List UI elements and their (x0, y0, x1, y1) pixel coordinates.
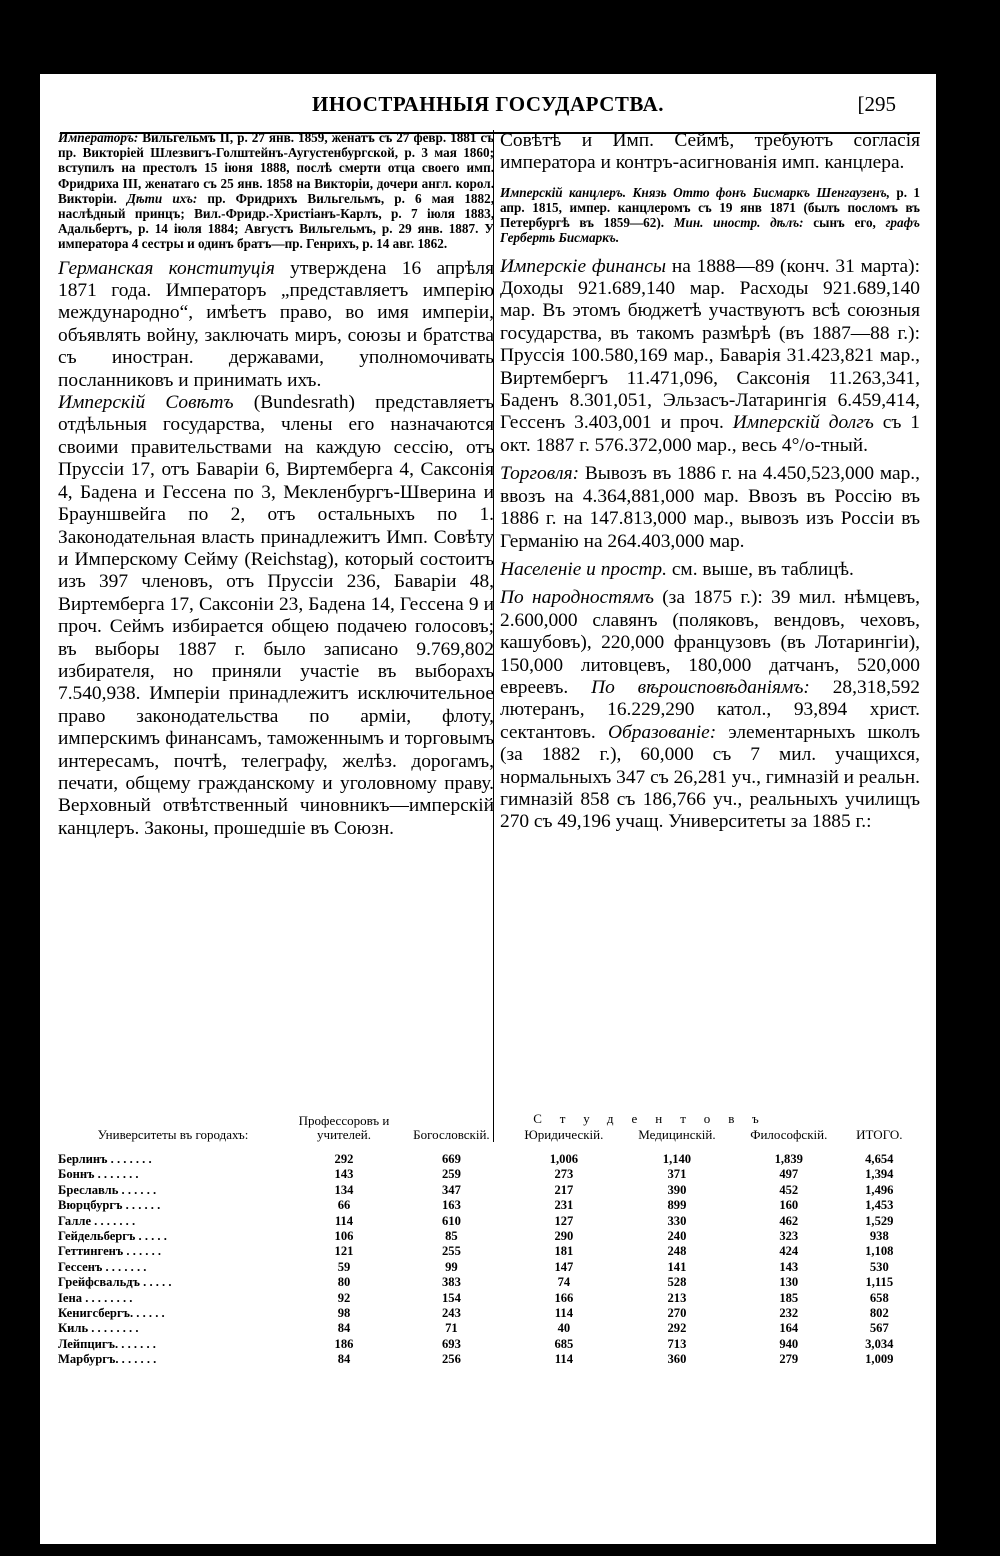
cell-city: Боннъ . . . . . . . (58, 1167, 139, 1182)
cell-med: 270 (667, 1306, 687, 1321)
page-title: ИНОСТРАННЫЯ ГОСУДАРСТВА. (311, 92, 665, 116)
cell-phil: 462 (779, 1213, 799, 1228)
cell-theol: 383 (441, 1275, 461, 1290)
cell-med: 292 (667, 1321, 687, 1336)
cell-prof: 186 (334, 1336, 354, 1351)
cell-theol: 99 (445, 1259, 458, 1274)
constitution-paragraph (58, 258, 494, 392)
cell-law: 127 (554, 1213, 574, 1228)
cell-prof: 292 (334, 1152, 354, 1166)
cell-med: 213 (667, 1290, 687, 1305)
son-name: графъ Герберть Бисмаркъ. (500, 215, 920, 246)
col-total-header: ИТОГО. (856, 1127, 903, 1142)
table-row (54, 1152, 914, 1167)
cell-phil: 185 (779, 1290, 799, 1305)
cell-phil: 424 (779, 1244, 799, 1259)
table-row (54, 1183, 914, 1198)
cell-prof: 92 (337, 1290, 351, 1305)
cell-total: 1,009 (865, 1352, 894, 1367)
emperor-text: Вильгельмъ II, р. 27 янв. 1859, женатъ съ 27 февр. 1881 съ пр. Викторіей Шлезвигъ-Голштейнъ-Аугустенбургской, р. 3 мая 1860; вступилъ на престолъ 15 іюня 1888, послѣ смерти отца своего имп. Фридриха III, женатаго съ 25 янв. 1858 на Викторіи, дочери англ. корол. Викторіи. (58, 130, 494, 206)
cell-law: 40 (557, 1321, 571, 1336)
chancellor-paragraph (500, 185, 920, 246)
cell-law: 114 (554, 1352, 573, 1367)
cell-city: Бреславль . . . . . . (58, 1182, 157, 1197)
table-row (54, 1306, 914, 1321)
cell-city: Гессенъ . . . . . . . (58, 1259, 147, 1274)
cell-total: 1,108 (865, 1244, 894, 1259)
cell-total: 938 (869, 1229, 889, 1244)
cell-total: 567 (869, 1321, 889, 1336)
council-text: (Bundesrath) представляетъ отдѣльныя государства, члены его назначаются своими правительствами на каждую сессію, отъ Пруссіи 17, отъ Баваріи 6, Виртемберга 4, Саксонія 4, Бадена и Гессена по 3, Мекленбургъ-Шверина и Брауншвейга по 2, отъ остальныхъ по 1. Законодательная власть принадлежитъ Имп. Совѣту и Имперскому Сейму (Reichstag), который состоитъ изъ 397 членовъ, отъ Пруссіи 236, Баваріи 48, Виртемберга 17, Саксоніи 23, Бадена 14, Гессена 9 и проч. Сеймъ избирается общею подачею голосовъ; въ выборы 1887 г. было записано 9.769,802 избирателя, но приняли участіе въ выборахъ 7.540,938. Имперіи принадлежитъ исключительное право законодательства по арміи, флоту, имперскимъ финансамъ, таможеннымъ и торговымъ интересамъ, почтѣ, телеграфу, желѣз. дорогамъ, печати, общему гражданскому и уголовному праву. Верховный отвѣтственный чиновникъ—имперскій канцлеръ. Законы, прошедшіе въ Союзн. (58, 392, 494, 839)
council-paragraph (58, 392, 494, 840)
population-label: Населеніе и простр. (500, 558, 667, 580)
cell-total: 802 (869, 1306, 889, 1321)
cell-med: 360 (667, 1352, 687, 1367)
cell-theol: 259 (441, 1167, 461, 1182)
cell-prof: 80 (337, 1275, 351, 1290)
col-theology-header: Богословскій. (413, 1127, 490, 1142)
cell-prof: 59 (337, 1259, 351, 1274)
children-label: Дѣти ихъ: (126, 190, 198, 206)
cell-prof: 84 (337, 1352, 351, 1367)
cell-prof: 66 (337, 1198, 351, 1213)
right-column (500, 130, 920, 1140)
cell-med: 371 (667, 1167, 687, 1182)
foreign-affairs-text: сынъ его, (803, 215, 886, 231)
cell-total: 530 (869, 1259, 889, 1274)
cell-theol: 693 (441, 1336, 461, 1351)
cell-total: 1,529 (865, 1213, 894, 1228)
table-row (54, 1275, 914, 1290)
cell-prof: 143 (334, 1167, 354, 1182)
cell-law: 685 (554, 1336, 574, 1351)
finances-label: Имперскіе финансы (500, 255, 667, 277)
cell-med: 713 (667, 1336, 687, 1351)
cell-med: 528 (667, 1275, 687, 1290)
col-medicine-header: Медицинскій. (638, 1127, 716, 1142)
cell-city: Грейфсвальдъ . . . . . (58, 1275, 172, 1290)
cell-prof: 106 (334, 1229, 354, 1244)
cell-city: Галле . . . . . . . (58, 1213, 136, 1228)
cell-phil: 130 (779, 1275, 799, 1290)
cell-phil: 940 (779, 1336, 799, 1351)
cell-theol: 669 (441, 1152, 461, 1166)
cell-theol: 163 (441, 1198, 461, 1213)
cell-theol: 71 (445, 1321, 458, 1336)
col-law-header: Юридическій. (524, 1127, 604, 1142)
table-row (54, 1198, 914, 1213)
chancellor-text: р. 1 апр. 1815, импер. канцлеромъ съ 19 янв 1871 (былъ посломъ въ Петербургѣ въ 1859—62). (500, 184, 920, 231)
emperor-label: Императоръ: (58, 130, 139, 145)
cell-med: 240 (667, 1229, 687, 1244)
cell-phil: 160 (779, 1198, 799, 1213)
cell-city: Кенигсбергъ. . . . . . (58, 1306, 165, 1321)
trade-label: Торговля: (500, 463, 580, 485)
cell-phil: 452 (779, 1182, 799, 1197)
table-row (54, 1260, 914, 1275)
nationality-label: По народностямъ (500, 587, 654, 609)
col-professors-header: Профессоровъ и учителей. (298, 1113, 390, 1142)
emperor-paragraph (58, 130, 494, 252)
table-row (54, 1291, 914, 1306)
religion-label: По вѣроисповѣданіямъ: (591, 676, 810, 698)
cell-med: 330 (667, 1213, 687, 1228)
cell-law: 147 (554, 1259, 574, 1274)
cell-prof: 121 (334, 1244, 354, 1259)
cell-prof: 134 (334, 1182, 354, 1197)
cell-law: 1,006 (549, 1152, 579, 1166)
cell-city: Киль . . . . . . . . (58, 1321, 139, 1336)
cell-city: Геттингенъ . . . . . . (58, 1244, 162, 1259)
universities-table (54, 1112, 914, 1368)
cell-total: 658 (869, 1290, 889, 1305)
table-row (54, 1229, 914, 1244)
col-city-header: Университеты въ городахъ: (97, 1127, 249, 1142)
left-column (58, 130, 494, 1140)
cell-theol: 255 (441, 1244, 461, 1259)
constitution-label: Германская конституція (58, 257, 275, 279)
finances-text: на 1888—89 (конч. 31 марта): Доходы 921.689,140 мар. Расходы 921.689,140 мар. Въ этомъ бюджетѣ участвуютъ всѣ союзныя государства, въ такомъ размѣрѣ (въ 1887—88 г.): Пруссія 100.580,169 мар., Баварія 31.423,821 мар., Виртембергъ 11.471,096, Саксонія 11.263,341, Баденъ 8.301,051, Эльзасъ-Латарингія 6.459,414, Гессенъ 3.403,001 и проч. (500, 255, 920, 434)
constitution-text: утверждена 16 апрѣля 1871 года. Императоръ „представляетъ имперію международно“, имѣетъ право, во имя имперіи, объявлять войну, заключать миръ, союзы и братства съ иностран. державами, уполномочивать посланниковъ и принимать ихъ. (58, 257, 494, 391)
cell-prof: 98 (337, 1306, 351, 1321)
population-text: см. выше, въ таблицѣ. (666, 558, 854, 580)
cell-phil: 323 (779, 1229, 799, 1244)
continuation-paragraph: Совѣтѣ и Имп. Сеймѣ, требуютъ согласія императора и контръ-асигнованія имп. канцлера. (500, 130, 920, 174)
page (40, 74, 936, 1544)
cell-total: 1,496 (865, 1182, 894, 1197)
cell-city: Берлинъ . . . . . . . (58, 1152, 152, 1166)
nationality-text: (за 1875 г.): 39 мил. нѣмцевъ, 2.600,000 славянъ (поляковъ, вендовъ, чеховъ, кашубовъ), 220,000 французовъ (въ Лотарингіи), 150,000 литовцевъ, 180,000 датчанъ, 520,000 евреевъ. (500, 587, 920, 698)
cell-city: Вюрцбургъ . . . . . . (58, 1198, 161, 1213)
cell-theol: 85 (445, 1229, 458, 1244)
cell-prof: 114 (334, 1213, 354, 1228)
religion-text: 28,318,592 лютеранъ, 16.229,290 катол., 93,894 христ. сектантовъ. (500, 676, 920, 743)
cell-theol: 243 (441, 1306, 461, 1321)
cell-theol: 610 (441, 1213, 461, 1228)
table-row (54, 1321, 914, 1336)
debt-text: съ 1 окт. 1887 г. 576.372,000 мар., весь 4°/о-тный. (500, 412, 920, 456)
cell-law: 74 (557, 1275, 571, 1290)
cell-theol: 256 (441, 1352, 461, 1367)
cell-theol: 347 (441, 1182, 461, 1197)
chancellor-label: Имперскій канцлеръ. Князь Отто фонъ Бисмаркъ Шенгаузенъ, (500, 184, 890, 200)
cell-phil: 279 (779, 1352, 799, 1367)
council-label: Имперскій Совѣтъ (58, 392, 234, 414)
cell-law: 181 (554, 1244, 574, 1259)
table-row (54, 1352, 914, 1367)
col-philosophy-header: Философскій. (750, 1127, 828, 1142)
nationality-paragraph (500, 587, 920, 833)
page-number: [295 (857, 92, 896, 116)
cell-law: 231 (554, 1198, 574, 1213)
cell-city: Марбургъ. . . . . . . (58, 1352, 157, 1367)
cell-law: 114 (554, 1306, 573, 1321)
cell-med: 141 (667, 1259, 687, 1274)
cell-prof: 84 (337, 1321, 351, 1336)
page-header (40, 92, 936, 126)
table-row (54, 1214, 914, 1229)
cell-med: 390 (667, 1182, 687, 1197)
children-text: пр. Фридрихъ Вильгельмъ, р. 6 мая 1882, наслѣдный принцъ; Вил.-Фридр.-Христіанъ-Карлъ, р. 7 іюля 1883, Адальбертъ, р. 14 іюля 1884; Августъ Вильгельмъ, р. 29 янв. 1887. У императора 4 сестры и одинъ братъ—пр. Генрихъ, р. 14 авг. 1862. (58, 190, 494, 252)
cell-city: Іена . . . . . . . . (58, 1290, 133, 1305)
cell-med: 248 (667, 1244, 687, 1259)
cell-total: 1,115 (865, 1275, 894, 1290)
cell-theol: 154 (441, 1290, 461, 1305)
column-divider (493, 130, 494, 1142)
table-row (54, 1167, 914, 1182)
cell-law: 290 (554, 1229, 574, 1244)
cell-phil: 232 (779, 1306, 799, 1321)
cell-med: 1,140 (662, 1152, 692, 1166)
cell-city: Лейпцигъ. . . . . . . (58, 1336, 156, 1351)
cell-city: Гейдельбергъ . . . . . (58, 1229, 167, 1244)
cell-law: 166 (554, 1290, 574, 1305)
cell-total: 1,394 (865, 1167, 894, 1182)
students-header: Студентовъ (533, 1111, 777, 1126)
table-row (54, 1244, 914, 1259)
education-text: элементарныхъ школъ (за 1882 г.), 60,000 съ 7 мил. учащихся, нормальныхъ 347 съ 26,281 уч., гимназій и реальн. гимназій 858 съ 186,766 уч., реальныхъ училищъ 270 съ 49,196 учащ. Университеты за 1885 г.: (500, 721, 920, 833)
cell-law: 273 (554, 1167, 574, 1182)
table-row (54, 1337, 914, 1352)
education-label: Образованіе: (607, 721, 717, 743)
cell-total: 3,034 (865, 1336, 894, 1351)
cell-law: 217 (554, 1182, 574, 1197)
finances-paragraph (500, 256, 920, 458)
foreign-affairs-label: Мин. иностр. дѣлъ: (673, 215, 804, 231)
universities-table-body (54, 1152, 914, 1368)
cell-total: 1,453 (865, 1198, 894, 1213)
cell-phil: 1,839 (774, 1152, 803, 1166)
cell-phil: 497 (779, 1167, 799, 1182)
cell-phil: 164 (779, 1321, 799, 1336)
trade-paragraph (500, 463, 920, 553)
cell-total: 4,654 (865, 1152, 894, 1166)
debt-label: Имперскій долгъ (732, 412, 874, 434)
cell-med: 899 (667, 1198, 687, 1213)
cell-phil: 143 (779, 1259, 799, 1274)
population-paragraph (500, 559, 920, 581)
trade-text: Вывозъ въ 1886 г. на 4.450,523,000 мар., ввозъ на 4.364,881,000 мар. Ввозъ въ Россію въ 1886 г. на 147.813,000 мар., вывозъ изъ Россіи въ Германію на 264.403,000 мар. (500, 463, 920, 552)
